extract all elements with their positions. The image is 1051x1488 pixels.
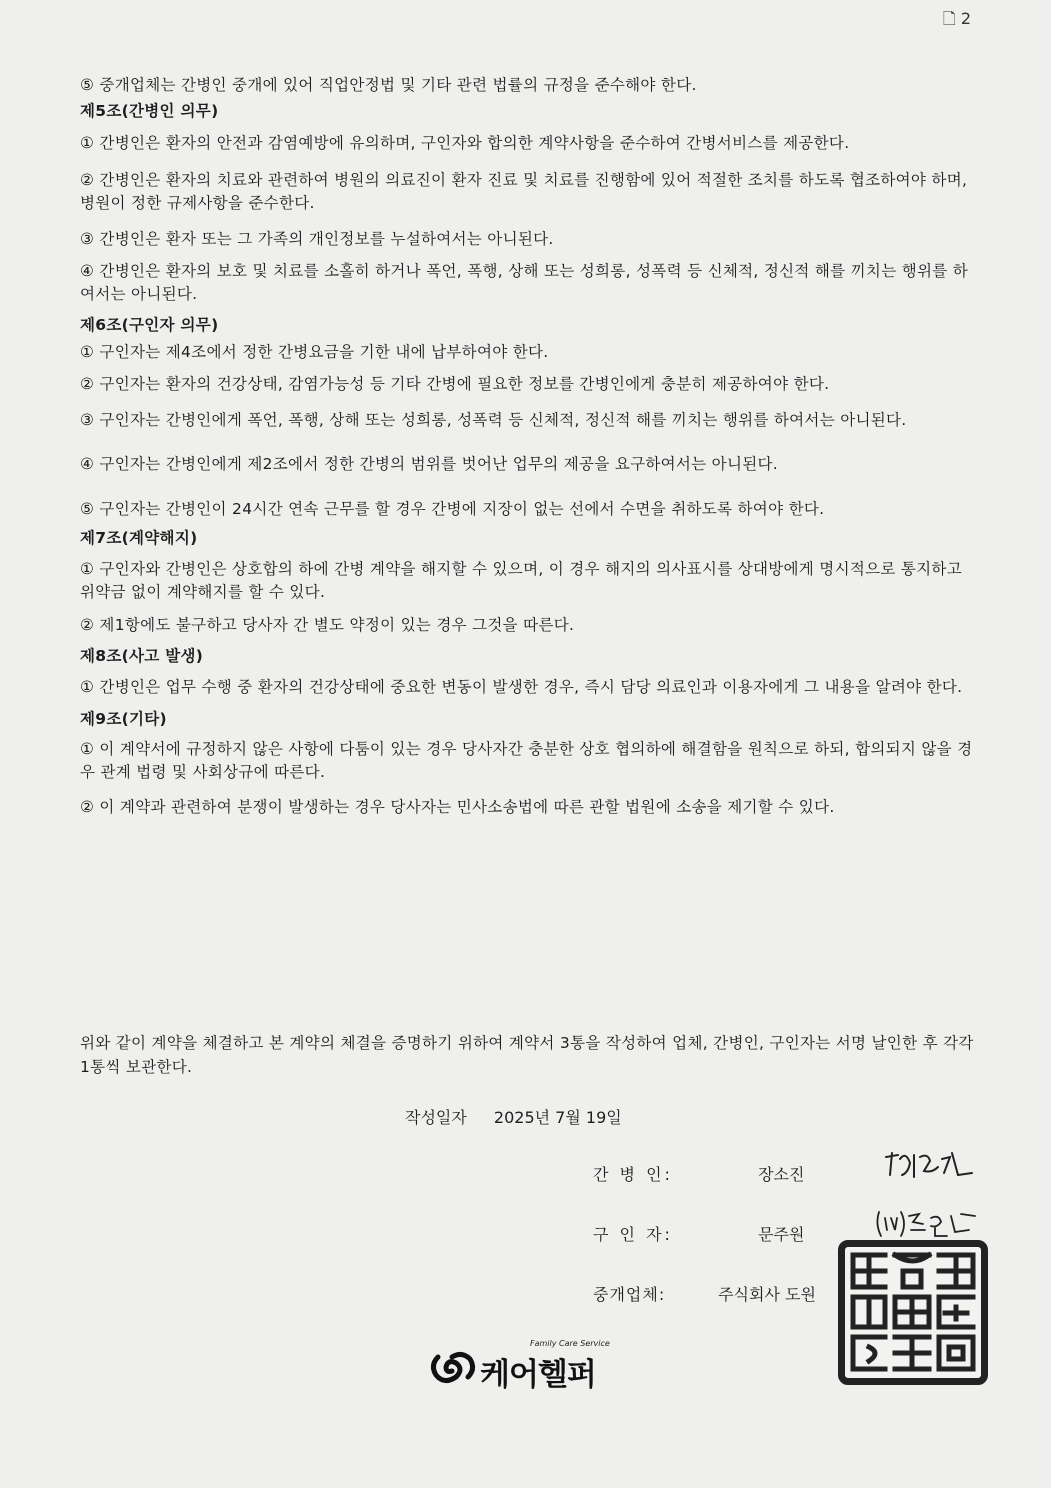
caregiver-signature-scribble xyxy=(880,1145,980,1185)
carehelper-logo-icon xyxy=(428,1347,478,1391)
caregiver-label: 간 병 인: xyxy=(593,1165,673,1184)
date-label: 작성일자 xyxy=(405,1108,467,1127)
article8-title: 제8조(사고 발생) xyxy=(80,647,204,665)
client-signature-scribble xyxy=(875,1208,985,1240)
article5-item1: ① 간병인은 환자의 안전과 감염예방에 유의하며, 구인자와 합의한 계약사항을 준수하여 간병서비스를 제공한다. xyxy=(80,134,850,152)
caregiver-name: 장소진 xyxy=(758,1165,805,1184)
agency-name: 주식회사 도원 xyxy=(718,1285,816,1304)
agency-label: 중개업체: xyxy=(593,1285,666,1304)
article5-item4: ④ 간병인은 환자의 보호 및 치료를 소홀히 하거나 폭언, 폭행, 상해 또는 성희롱, 성폭력 등 신체적, 정신적 해를 끼치는 행위를 하여서는 아니된다. xyxy=(80,262,969,303)
article8-item1: ① 간병인은 업무 수행 중 환자의 건강상태에 중요한 변동이 발생한 경우, 즉시 담당 의료인과 이용자에게 그 내용을 알려야 한다. xyxy=(80,678,963,696)
client-label: 구 인 자: xyxy=(593,1225,673,1244)
article5-title: 제5조(간병인 의무) xyxy=(80,102,219,120)
article7-item2: ② 제1항에도 불구하고 당사자 간 별도 약정이 있는 경우 그것을 따른다. xyxy=(80,616,575,634)
article5-item3: ③ 간병인은 환자 또는 그 가족의 개인정보를 누설하여서는 아니된다. xyxy=(80,230,554,248)
article6-item1: ① 구인자는 제4조에서 정한 간병요금을 기한 내에 납부하여야 한다. xyxy=(80,343,549,361)
article6-item5: ⑤ 구인자는 간병인이 24시간 연속 근무를 할 경우 간병에 지장이 없는 선에서 수면을 취하도록 하여야 한다. xyxy=(80,500,825,518)
client-signature-row xyxy=(593,1222,804,1245)
article7-item1: ① 구인자와 간병인은 상호합의 하에 간병 계약을 해지할 수 있으며, 이 경우 해지의 의사표시를 상대방에게 명시적으로 통지하고 위약금 없이 계약해지를 할 수 있다. xyxy=(80,560,962,601)
contract-body xyxy=(80,74,980,819)
seal-pattern-icon xyxy=(845,1247,981,1378)
contract-date xyxy=(405,1105,644,1128)
logo-tagline: Family Care Service xyxy=(530,1339,610,1348)
article9-item2: ② 이 계약과 관련하여 분쟁이 발생하는 경우 당사자는 민사소송법에 따른 관할 법원에 소송을 제기할 수 있다. xyxy=(80,798,835,816)
carehelper-logo xyxy=(428,1339,638,1393)
client-name: 문주원 xyxy=(758,1225,805,1244)
date-value: 2025년 7월 19일 xyxy=(493,1108,622,1127)
page-icon: 🗋 xyxy=(942,9,956,28)
article4-item5: ⑤ 중개업체는 간병인 중개에 있어 직업안정법 및 기타 관련 법률의 규정을 준수해야 한다. xyxy=(80,76,697,94)
article9-title: 제9조(기타) xyxy=(80,710,167,728)
article6-item3: ③ 구인자는 간병인에게 폭언, 폭행, 상해 또는 성희롱, 성폭력 등 신체적, 정신적 해를 끼치는 행위를 하여서는 아니된다. xyxy=(80,411,907,429)
logo-name: 케어헬퍼 xyxy=(480,1357,596,1393)
article6-title: 제6조(구인자 의무) xyxy=(80,316,219,334)
caregiver-signature-row xyxy=(593,1162,804,1185)
article5-item2: ② 간병인은 환자의 치료와 관련하여 병원의 의료진이 환자 진료 및 치료를 진행함에 있어 적절한 조치를 하도록 협조하여야 하며, 병원이 정한 규제사항을 준수한다. xyxy=(80,171,968,212)
article7-title: 제7조(계약해지) xyxy=(80,529,198,547)
article9-item1: ① 이 계약서에 규정하지 않은 사항에 다툼이 있는 경우 당사자간 충분한 상호 협의하에 해결함을 원칙으로 하되, 합의되지 않을 경우 관계 법령 및 사회상규에 따른다. xyxy=(80,740,973,781)
article6-item2: ② 구인자는 환자의 건강상태, 감염가능성 등 기타 간병에 필요한 정보를 간병인에게 충분히 제공하여야 한다. xyxy=(80,375,830,393)
agency-signature-row xyxy=(593,1282,816,1305)
article6-item4: ④ 구인자는 간병인에게 제2조에서 정한 간병의 범위를 벗어난 업무의 제공을 요구하여서는 아니된다. xyxy=(80,455,779,473)
page-number: 🗋 2 xyxy=(942,9,971,28)
client-handwritten-signature xyxy=(875,1208,985,1240)
closing-statement: 위와 같이 계약을 체결하고 본 계약의 체결을 증명하기 위하여 계약서 3통을 작성하여 업체, 간병인, 구인자는 서명 날인한 후 각각 1통씩 보관한다. xyxy=(80,1033,974,1076)
company-seal xyxy=(838,1240,988,1385)
caregiver-handwritten-signature xyxy=(880,1145,980,1185)
